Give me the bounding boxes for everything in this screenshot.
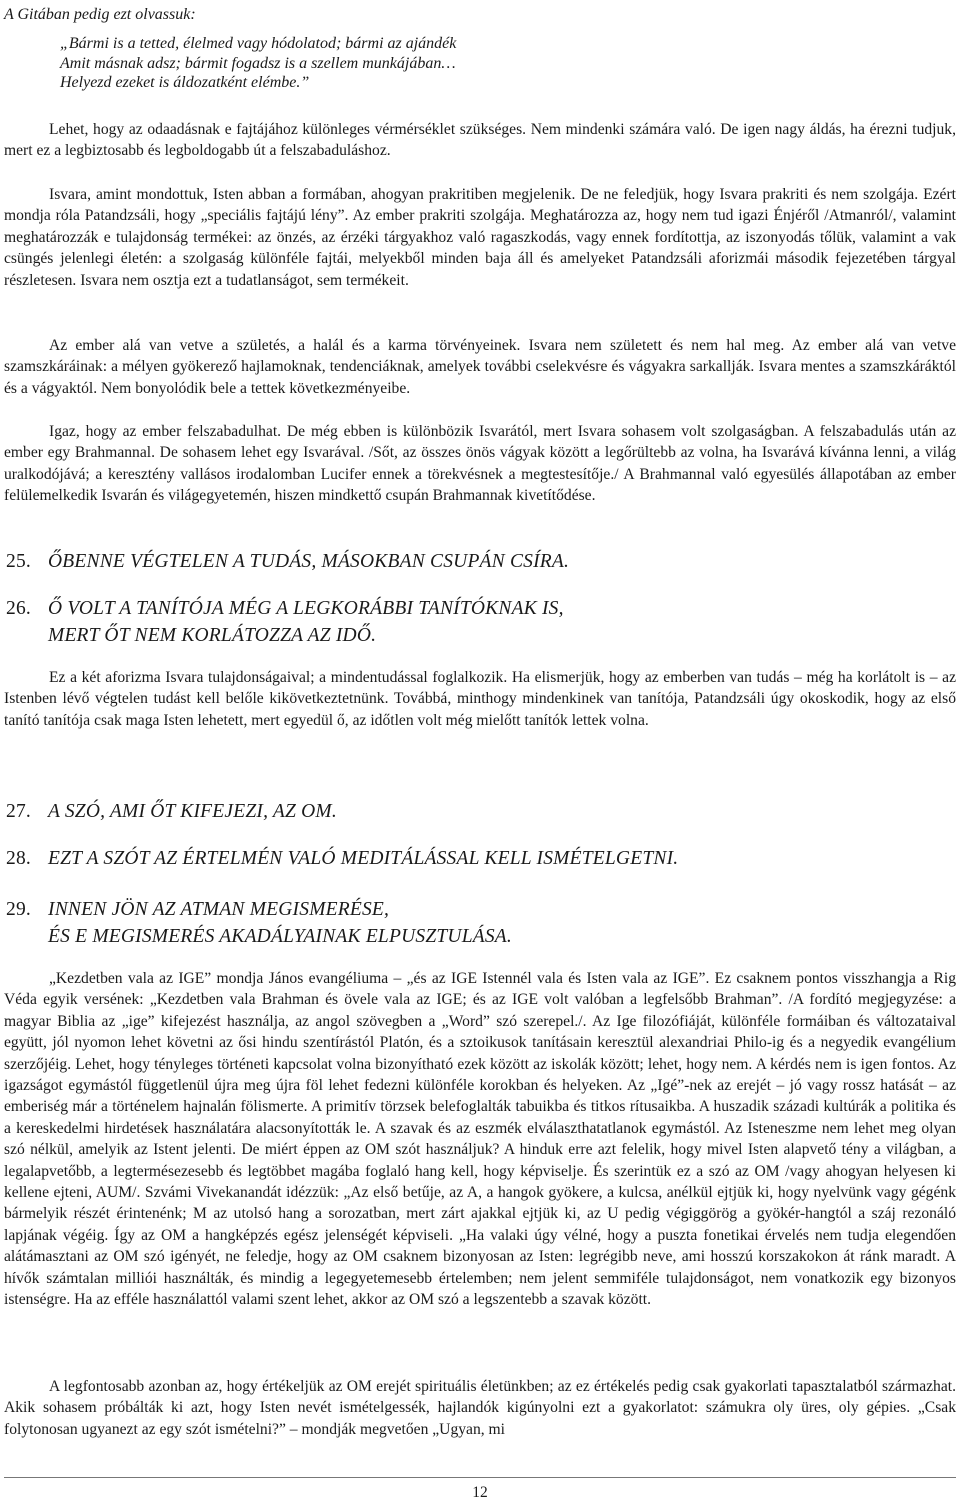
quote-line: Helyezd ezeket is áldozatként elémbe.” [60, 74, 310, 91]
aphorism-heading [6, 798, 946, 825]
aphorism-text: A SZÓ, AMI ŐT KIFEJEZI, AZ OM. [48, 801, 337, 822]
aphorism-heading [6, 595, 946, 649]
aphorism-heading [6, 548, 946, 575]
paragraph: Igaz, hogy az ember felszabadulhat. De még ebben is különbözik Isvarától, mert Isvara sohasem volt szolgaságban. A felszabadulás után az ember egy Brahmannal. De sohasem lehet egy Isvarával. /Sőt, az összes önös vágyak között a legőrültebb az volna, ha Isvarává kívánna lenni, a világ uralkodójává; a keresztény vallásos irodalomban Lucifer ennek a törekvésnek a megtestesítője./ A Brahmannal való egyesülés állapotában az ember felülemelkedik Isvarán és világegyetemén, hiszen mindkettő csupán Brahmannak kivetítődése. [4, 423, 956, 505]
paragraph: A legfontosabb azonban az, hogy értékeljük az OM erejét spirituális életünkben; az ez értékelés pedig csak gyakorlati tapasztalatból származhat. Akik sohasem próbálták ki azt, hogy Isten nevét ismételgessék, hajlandók kigúnyolni ezt a gyakorlatot: számukra oly üres, oly gépies. „Csak folytonosan ugyanezt az egy szót ismételni?” – mondják megvetően „Ugyan, mi [4, 1378, 956, 1438]
aphorism-text: Ő VOLT A TANÍTÓJA MÉG A LEGKORÁBBI TANÍTÓKNAK IS, [48, 598, 564, 619]
aphorism-number: 29. [6, 899, 31, 920]
paragraph: „Kezdetben vala az IGE” mondja János evangéliuma – „és az IGE Istennél vala és Isten vala az IGE”. Ez csaknem pontos visszhangja a Rig Véda egyik versének: „Kezdetben vala Brahman és övele vala az IGE; és az IGE volt valóban a legfelsőbb Brahman”. /A fordító megjegyzése: a magyar Biblia az „ige” kifejezést használja, az angol szövegben a „Word” szó szerepel./. Az Ige filozófiáját, különféle formáiban és változataival együtt, jól nyomon lehet követni az ősi hindu szentírástól Platón, és a sztoikusok tanításain keresztül alexandriai Philo-ig és a negyedik evangélium szerzőjéig. Lehet, hogy tényleges történeti kapcsolat volna bizonyítható ezek között az iskolák között; lehet, hogy nem. A kérdés nem is igen fontos. Az igazságot egymástól függetlenül újra meg újra föl lehet fedezni különféle korokban és helyeken. Az „Igé”-nek az erejét – jó vagy rossz hatását – az emberiség már a történelem hajnalán fölismerte. A primitív törzsek belefoglalták tabuikba és titkos rítusaikba. A huszadik századi kultúrák a politika és a kereskedelmi hirdetések használatára alacsonyították le. A szavak és az eszmék elválaszthatatlanok egymástól. Az Isteneszme nem lehet meg olyan szó nélkül, amelyik az Istent jelenti. De miért éppen az OM szót használjuk? A hinduk erre azt felelik, hogy mivel Isten alapvető tény a világban, a legalapvetőbb, a legtermésezesebb és legtöbbet magába foglaló hang kell, hogy képviselje. És szerintük ez a szó az OM /vagy ahogyan helyesen ki kellene ejteni, AUM/. Szvámi Vivekanandát idézzük: „Az első betűje, az A, a hangok gyökere, a kulcsa, anélkül ejtjük ki, hogy nyelvünk vagy gégénk bármelyik részét érintenénk; M az utolsó hang a sorozatban, mert zárt ajakkal ejtjük ki, az U pedig végiggörög a gyökér-hangtól a száj rezonáló lapjának végéig. Így az OM a hangképzés egész jelenségét képviseli. „Ha valaki úgy vélné, hogy a puszta fonetikai érvelés nem tudja elegendően alátámasztani az OM szó igényét, ne feledje, hogy az OM csaknem bizonyosan az Isten: legrégibb neve, ami hosszú korszakokon át ránk maradt. A hívők számtalan milliói használták, és mindig a legegyetemesebb értelemben; nem jelent semmiféle tulajdonságot, nem vonatkozik egy bizonyos istenségre. Ha az efféle használattól valami szent lehet, akkor az OM szó a legszentebb a szavak között. [4, 970, 956, 1309]
aphorism-number: 27. [6, 801, 31, 822]
aphorism-text: ÉS E MEGISMERÉS AKADÁLYAINAK ELPUSZTULÁSA. [48, 926, 512, 947]
page-number: 12 [472, 1484, 488, 1501]
gita-quote [60, 34, 760, 93]
aphorism-text: ŐBENNE VÉGTELEN A TUDÁS, MÁSOKBAN CSUPÁN CSÍRA. [48, 551, 570, 572]
paragraph: Isvara, amint mondottuk, Isten abban a formában, ahogyan prakritiben megjelenik. De ne feledjük, hogy Isvara prakriti és nem szolgája. Ezért mondja róla Patandzsáli, hogy „speciális fajtájú lény”. Az ember prakriti szolgája. Meghatározza az, hogy nem tud igazi Énjéről /Atmanról/, valamint meghatározzák e tulajdonság termékei: az önzés, az érzéki tárgyakhoz való ragaszkodás, vagy ennek fordítottja, az iszonyodás tőlük, valamint a vak csüngés jelenlegi életén: a szolgaság különféle fajtái, melyekből minden baja áll és amelyeket Patandzsáli aforizmái második fejezetében tárgyal részletesen. Isvara nem osztja ezt a tudatlanságot, sem termékeit. [4, 186, 956, 289]
aphorism-text: INNEN JÖN AZ ATMAN MEGISMERÉSE, [48, 899, 390, 920]
quote-line: Amit másnak adsz; bármit fogadsz is a szellem munkájában… [60, 54, 456, 72]
paragraph: Ez a két aforizma Isvara tulajdonságaival; a mindentudással foglalkozik. Ha elismerjük, hogy az emberben van tudás – még ha korlátolt is – az Istenben lévő végtelen tudást kell belőle kikövetkeztetnünk. Továbbá, minthogy mindenkinek van tanítója, Patandzsáli úgy okoskodik, hogy az első tanító tanítója csak maga Isten lehetett, mert egyedül ő, az időtlen volt még mielőtt tanítók lettek volna. [4, 669, 956, 729]
aphorism-number: 26. [6, 598, 31, 619]
aphorism-number: 25. [6, 551, 31, 572]
aphorism-heading [6, 845, 946, 872]
aphorism-heading [6, 896, 946, 950]
quote-line: „Bármi is a tetted, élelmed vagy hódolatod; bármi az ajándék [60, 35, 457, 52]
aphorism-number: 28. [6, 848, 31, 869]
footer-divider [4, 1477, 956, 1478]
aphorism-text: MERT ŐT NEM KORLÁTOZZA AZ IDŐ. [48, 625, 377, 646]
paragraph: Az ember alá van vetve a születés, a halál és a karma törvényeinek. Isvara nem született és nem hal meg. Az ember alá van vetve szamszkáráinak: a mélyen gyökerező hajlamoknak, tendenciáknak, amelyek további cselekvésre és vágyakra sarkallják. Isvara mentes a szamszkáráktól és a vágyaktól. Nem bonyolódik bele a tettek következményeibe. [4, 337, 956, 397]
intro-line: A Gitában pedig ezt olvassuk: [4, 6, 196, 23]
paragraph: Lehet, hogy az odaadásnak e fajtájához különleges vérmérséklet szükséges. Nem mindenki számára való. De igen nagy áldás, ha érezni tudjuk, mert ez a legbiztosabb és legboldogabb út a felszabaduláshoz. [4, 121, 956, 160]
aphorism-text: EZT A SZÓT AZ ÉRTELMÉN VALÓ MEDITÁLÁSSAL KELL ISMÉTELGETNI. [48, 848, 679, 869]
